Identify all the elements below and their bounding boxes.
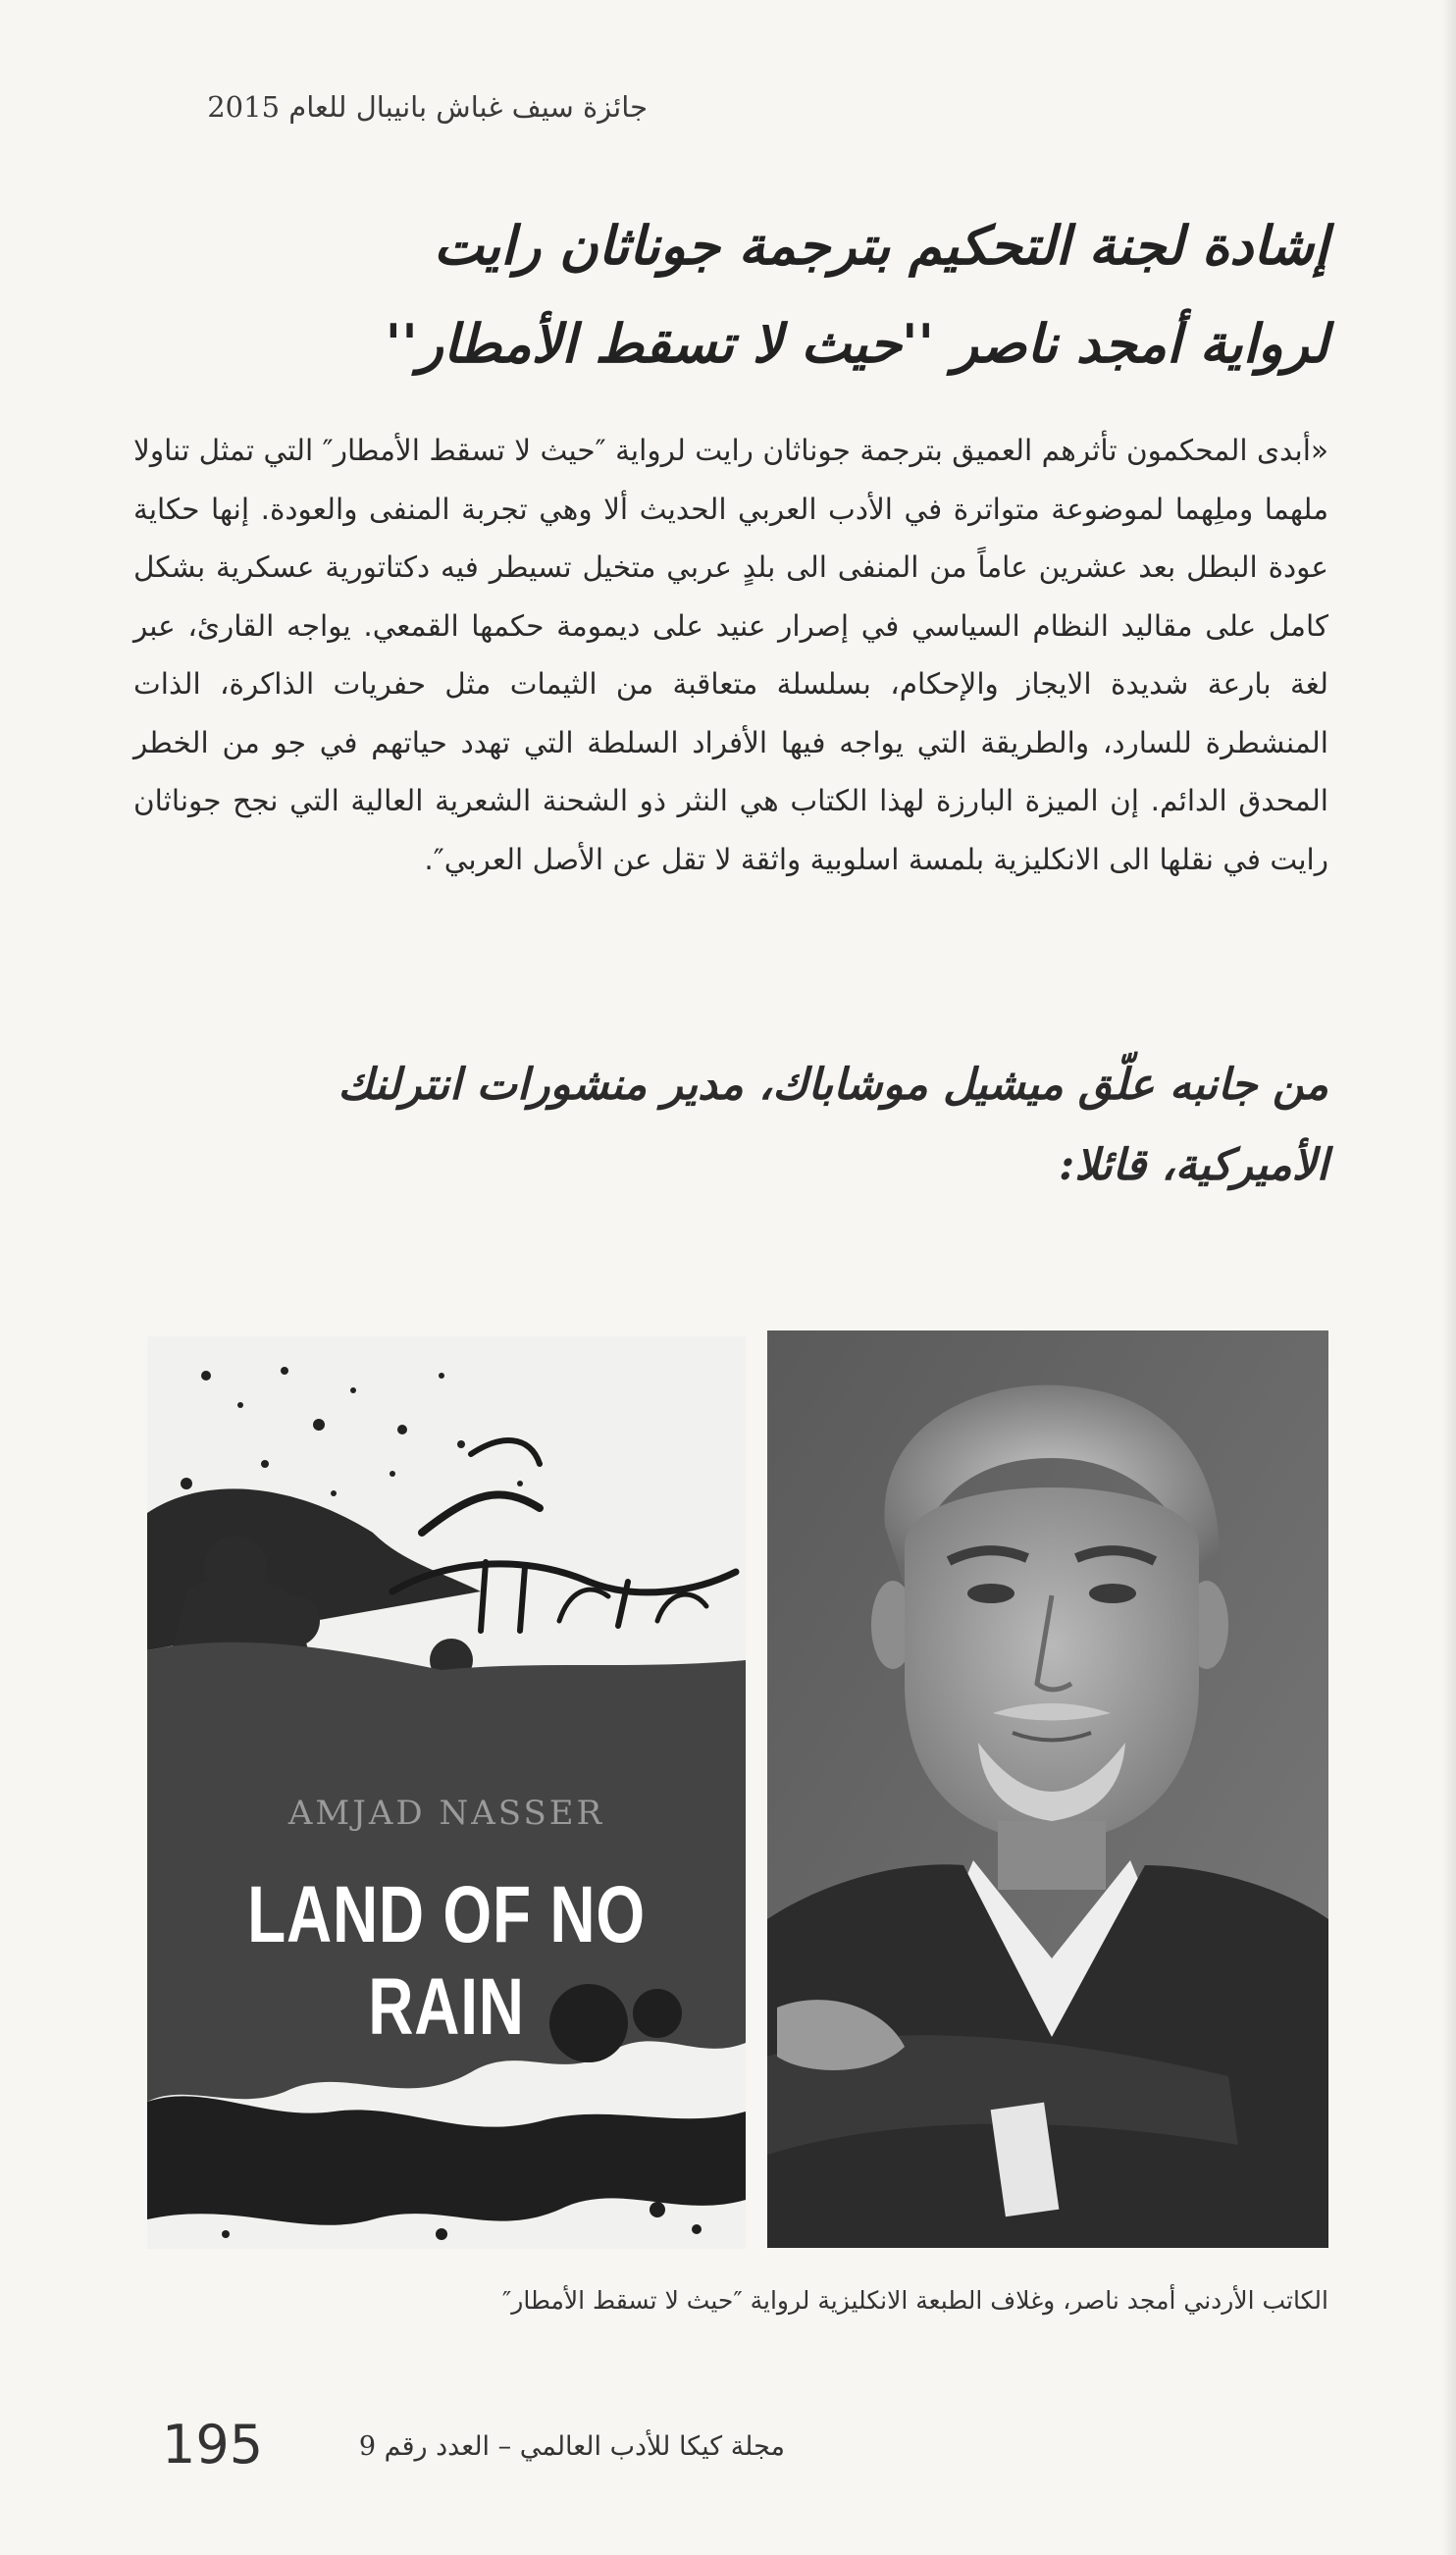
footer-magazine-title: مجلة كيكا للأدب العالمي – العدد رقم 9 xyxy=(358,2431,785,2462)
book-cover xyxy=(147,1336,746,2249)
article-title-line-2: لرواية أمجد ناصر ''حيث لا تسقط الأمطار'' xyxy=(385,312,1328,375)
author-portrait-illustration xyxy=(767,1330,1328,2248)
cover-author-name: AMJAD NASSER xyxy=(287,1794,605,1833)
running-header: جائزة سيف غباش بانيبال للعام 2015 xyxy=(207,90,648,124)
page-number: 195 xyxy=(162,2414,264,2476)
page-edge xyxy=(1442,0,1456,2555)
book-cover-artwork xyxy=(147,1336,746,2249)
article-body: «أبدى المحكمون تأثرهم العميق بترجمة جوناثان رايت لرواية ″حيث لا تسقط الأمطار″ التي تمثل تناولا ملهما وملِهما لموضوعة متواترة في الأدب العربي الحديث ألا وهي تجربة المنفى والعودة. إنها حكاية عودة البطل بعد عشرين عاماً من المنفى الى بلدٍ عربي متخيل تسيطر فيه دكتاتورية عسكرية بشكل كامل على مقاليد النظام السياسي في إصرار عنيد على ديمومة حكمها القمعي. يواجه القارئ، عبر لغة بارعة شديدة الايجاز والإحكام، بسلسلة متعاقبة من الثيمات مثل حفريات الذاكرة، الذات المنشطرة للسارد، والطريقة التي يواجه فيها الأفراد السلطة التي تهدد حياتهم في جو من الخطر المحدق الدائم. إن الميزة البارزة لهذا الكتاب هي النثر ذو الشحنة الشعرية العالية التي نجح جوناثان رايت في نقلها الى الانكليزية بلمسة اسلوبية واثقة لا تقل عن الأصل العربي″. xyxy=(133,434,1328,876)
figure-caption: الكاتب الأردني أمجد ناصر، وغلاف الطبعة الانكليزية لرواية ″حيث لا تسقط الأمطار″ xyxy=(501,2286,1328,2315)
subhead-line-2: الأميركية، قائلا: xyxy=(1059,1140,1328,1190)
article-title-line-1: إشادة لجنة التحكيم بترجمة جوناثان رايت xyxy=(434,214,1328,277)
article-subhead xyxy=(151,1045,1328,1206)
cover-book-title: LAND OF NO RAIN xyxy=(247,1870,646,2052)
subhead-line-1: من جانبه علّق ميشيل موشاباك، مدير منشورات انترلنك xyxy=(338,1060,1328,1110)
author-photo xyxy=(767,1330,1328,2248)
article-title xyxy=(151,196,1328,392)
